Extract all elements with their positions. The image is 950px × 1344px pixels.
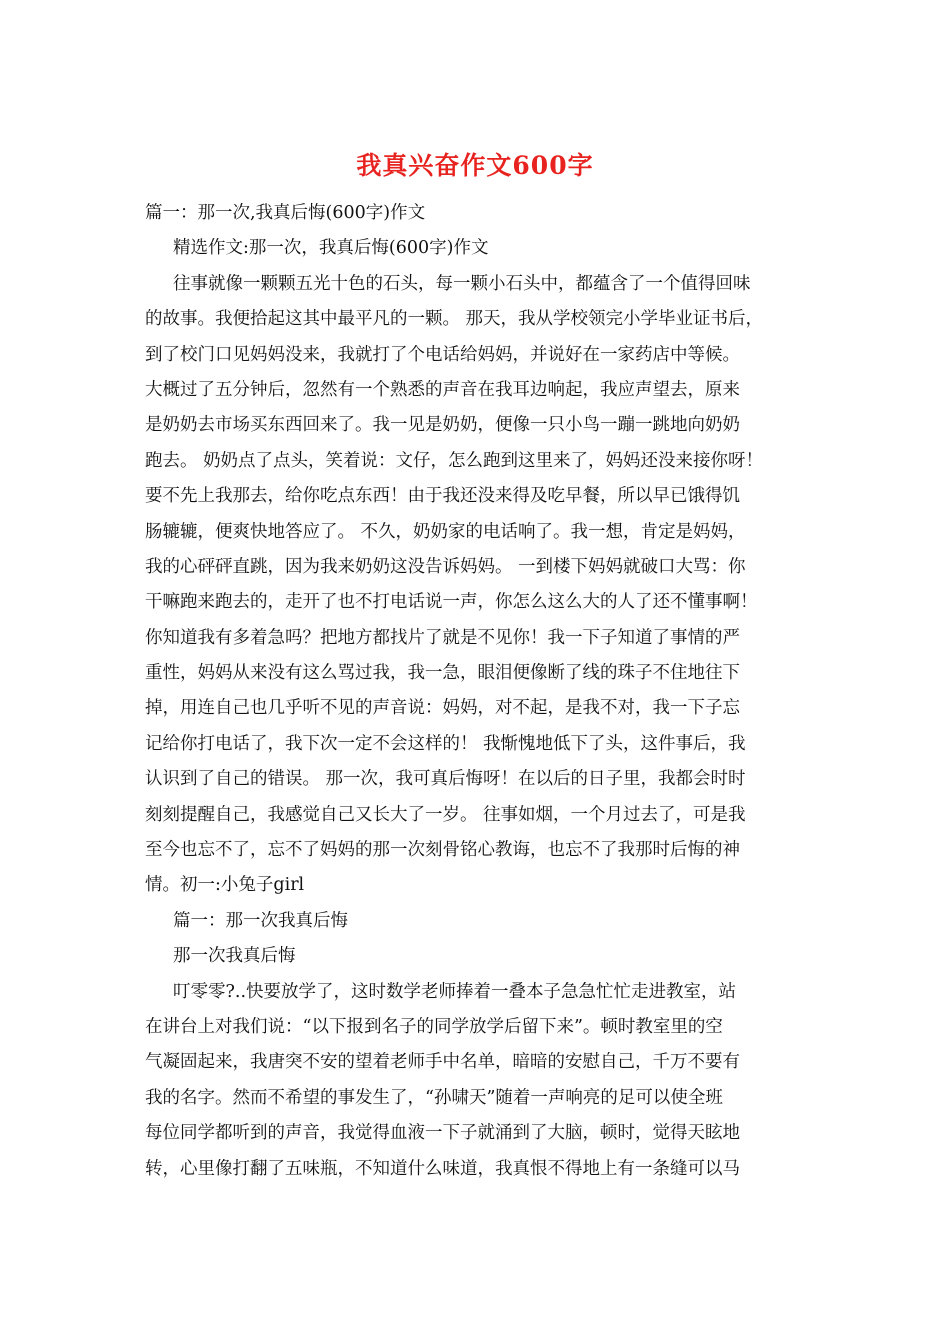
paragraph-line: 重性，妈妈从来没有这么骂过我，我一急，眼泪便像断了线的珠子不住地往下 [145, 663, 740, 684]
section-heading: 篇一：那一次,我真后悔(600字)作文 [145, 203, 426, 223]
document-body [145, 196, 807, 1187]
paragraph-line: 认识到了自己的错误。 那一次，我可真后悔呀！在以后的日子里，我都会时时 [145, 769, 746, 790]
paragraph-line: 到了校门口见妈妈没来，我就打了个电话给妈妈，并说好在一家药店中等候。 [145, 344, 740, 365]
sub-heading: 那一次我真后悔 [173, 946, 296, 967]
paragraph-line: 转，心里像打翻了五味瓶，不知道什么味道，我真恨不得地上有一条缝可以马 [145, 1158, 740, 1179]
paragraph-line: 的故事。我便拾起这其中最平凡的一颗。 那天，我从学校领完小学毕业证书后， [145, 309, 764, 330]
paragraph-line: 要不先上我那去，给你吃点东西！由于我还没来得及吃早餐，所以早已饿得饥 [145, 486, 740, 507]
paragraph-line: 我的名字。然而不希望的事发生了，“孙啸天”随着一声响亮的足可以使全班 [145, 1087, 723, 1108]
paragraph-line: 干嘛跑来跑去的，走开了也不打电话说一声，你怎么这么大的人了还不懂事啊！ [145, 592, 758, 613]
paragraph-line: 掉，用连自己也几乎听不见的声音说：妈妈，对不起，是我不对，我一下子忘 [145, 698, 740, 719]
paragraph-line: 叮零零?..快要放学了，这时数学老师捧着一叠本子急急忙忙走进教室，站 [173, 981, 737, 1002]
paragraph-line: 记给你打电话了，我下次一定不会这样的！ 我惭愧地低下了头，这件事后，我 [145, 733, 746, 754]
paragraph-line: 情。初一:小兔子girl [145, 875, 305, 896]
paragraph-line: 每位同学都听到的声音，我觉得血液一下子就涌到了大脑，顿时，觉得天眩地 [145, 1123, 740, 1144]
paragraph-line: 跑去。 奶奶点了点头，笑着说：文仔，怎么跑到这里来了，妈妈还没来接你呀！ [145, 450, 764, 471]
paragraph-line: 刻刻提醒自己，我感觉自己又长大了一岁。 往事如烟，一个月过去了，可是我 [145, 804, 746, 825]
document-title: 我真兴奋作文600字 [356, 151, 594, 180]
paragraph-line: 我的心砰砰直跳，因为我来奶奶这没告诉妈妈。 一到楼下妈妈就破口大骂：你 [145, 556, 746, 577]
paragraph-line: 往事就像一颗颗五光十色的石头，每一颗小石头中，都蕴含了一个值得回味 [173, 273, 751, 294]
paragraph-line: 气凝固起来，我唐突不安的望着老师手中名单，暗暗的安慰自己，千万不要有 [145, 1052, 740, 1073]
paragraph-line: 肠辘辘，便爽快地答应了。 不久，奶奶家的电话响了。我一想，肯定是妈妈， [145, 521, 746, 542]
paragraph-line: 你知道我有多着急吗？把地方都找片了就是不见你！我一下子知道了事情的严 [145, 627, 740, 648]
paragraph-line: 至今也忘不了，忘不了妈妈的那一次刻骨铭心教诲，也忘不了我那时后悔的神 [145, 840, 740, 861]
paragraph-line: 是奶奶去市场买东西回来了。我一见是奶奶，便像一只小鸟一蹦一跳地向奶奶 [145, 415, 740, 436]
paragraph-line: 大概过了五分钟后，忽然有一个熟悉的声音在我耳边响起，我应声望去，原来 [145, 379, 740, 400]
sub-heading: 精选作文:那一次，我真后悔(600字)作文 [173, 238, 489, 259]
section-heading: 篇一：那一次我真后悔 [173, 910, 348, 931]
paragraph-line: 在讲台上对我们说：“以下报到名子的同学放学后留下来”。顿时教室里的空 [145, 1016, 723, 1037]
